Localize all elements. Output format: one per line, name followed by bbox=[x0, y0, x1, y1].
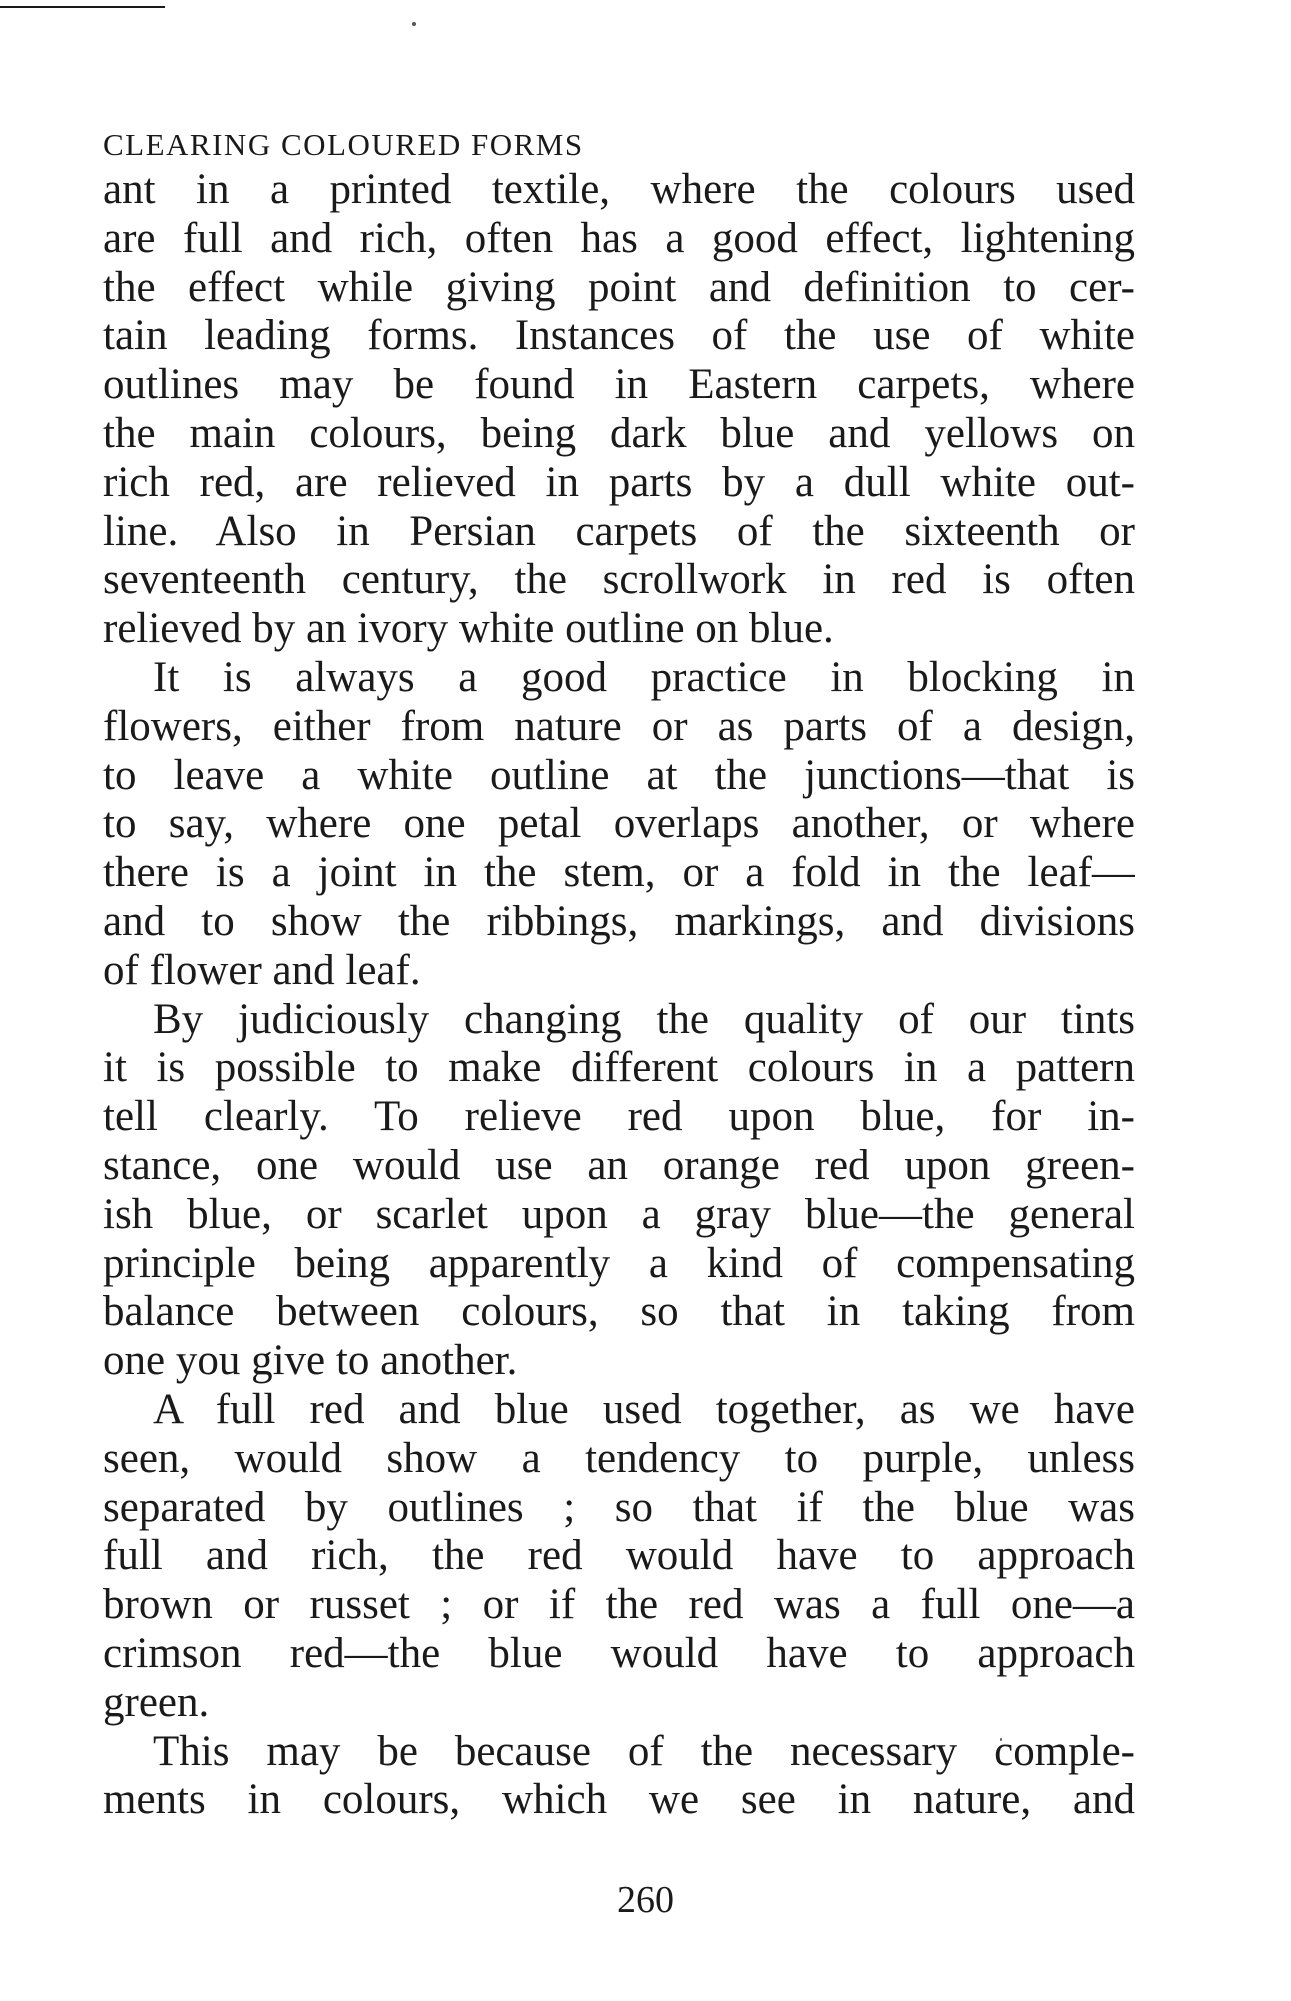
text-line: A full red and blue used together, as we have bbox=[153, 1385, 1135, 1433]
text-line: flowers, either from nature or as parts of a design, bbox=[103, 702, 1135, 750]
text-line: tain leading forms. Instances of the use of white bbox=[103, 312, 1135, 360]
ink-speck bbox=[412, 22, 416, 26]
text-line: tell clearly. To relieve red upon blue, for in- bbox=[103, 1093, 1135, 1141]
text-line: to say, where one petal overlaps another, or where bbox=[103, 800, 1135, 848]
text-line: the effect while giving point and definition to cer- bbox=[103, 263, 1135, 311]
text-line: one you give to another. bbox=[103, 1337, 518, 1385]
text-line: ant in a printed textile, where the colours used bbox=[103, 166, 1135, 213]
text-line: balance between colours, so that in taking from bbox=[103, 1288, 1135, 1336]
text-line: principle being apparently a kind of compensating bbox=[103, 1239, 1135, 1287]
text-line: relieved by an ivory white outline on blue. bbox=[103, 605, 834, 653]
text-line: stance, one would use an orange red upon green- bbox=[103, 1141, 1135, 1189]
text-line: to leave a white outline at the junctions—that is bbox=[103, 751, 1135, 799]
text-line: By judiciously changing the quality of our tints bbox=[153, 995, 1135, 1043]
text-line: This may be because of the necessary comple- bbox=[153, 1727, 1135, 1775]
text-line: outlines may be found in Eastern carpets, where bbox=[103, 361, 1135, 409]
text-line: It is always a good practice in blocking in bbox=[153, 653, 1135, 701]
text-line: there is a joint in the stem, or a fold in the leaf— bbox=[103, 849, 1135, 897]
text-line: ish blue, or scarlet upon a gray blue—the general bbox=[103, 1190, 1135, 1238]
text-line: brown or russet ; or if the red was a full one—a bbox=[103, 1581, 1135, 1629]
text-line: of flower and leaf. bbox=[103, 946, 421, 994]
text-line: the main colours, being dark blue and yellows on bbox=[103, 409, 1135, 457]
text-line: ments in colours, which we see in nature, and bbox=[103, 1776, 1135, 1824]
body-text bbox=[103, 166, 1135, 1825]
page-number: 260 bbox=[617, 1879, 674, 1921]
top-edge-rule bbox=[0, 6, 165, 8]
text-line: it is possible to make different colours in a pattern bbox=[103, 1044, 1135, 1092]
text-line: and to show the ribbings, markings, and divisions bbox=[103, 897, 1135, 945]
text-line: full and rich, the red would have to approach bbox=[103, 1532, 1135, 1580]
text-line: are full and rich, often has a good effect, lightening bbox=[103, 214, 1135, 262]
text-line: rich red, are relieved in parts by a dull white out- bbox=[103, 458, 1135, 506]
text-line: line. Also in Persian carpets of the sixteenth or bbox=[103, 507, 1135, 555]
text-line: seen, would show a tendency to purple, unless bbox=[103, 1434, 1135, 1482]
text-line: crimson red—the blue would have to approach bbox=[103, 1629, 1135, 1677]
running-head: CLEARING COLOURED FORMS bbox=[103, 127, 584, 162]
text-line: seventeenth century, the scrollwork in red is often bbox=[103, 556, 1135, 604]
text-line: separated by outlines ; so that if the blue was bbox=[103, 1483, 1135, 1531]
text-line: green. bbox=[103, 1678, 210, 1726]
